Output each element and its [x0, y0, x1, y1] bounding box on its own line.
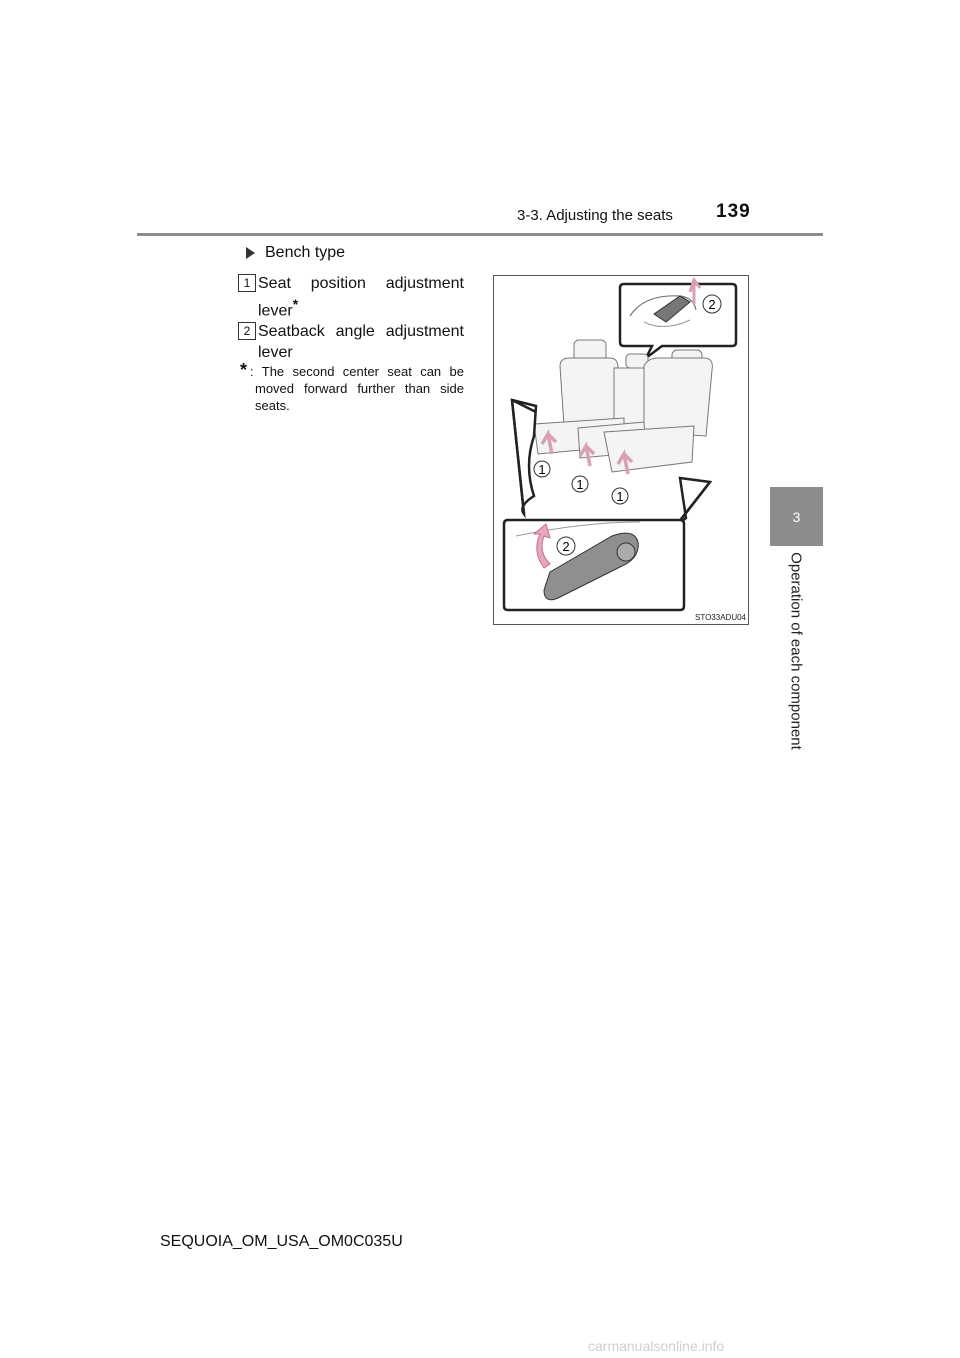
- callout-label: 1: [616, 489, 624, 504]
- asterisk-mark: *: [292, 296, 299, 312]
- item-number-badge: 2: [238, 322, 256, 340]
- item-seat-position-lever: [238, 273, 464, 320]
- bench-type-heading-text: Bench type: [265, 244, 346, 261]
- bench-seat-illustration: [493, 275, 749, 625]
- item-number-badge: 1: [238, 274, 256, 292]
- header-rule: [137, 233, 823, 236]
- bench-type-heading: [246, 244, 345, 262]
- chapter-tab-number: 3: [770, 487, 823, 546]
- detail-bubble-top: [620, 284, 736, 358]
- triangle-bullet-icon: [246, 247, 255, 259]
- watermark-text: carmanualsonline.info: [588, 1338, 725, 1354]
- footnote-line: The second center seat can be: [261, 364, 464, 379]
- bench-seat-drawing: [494, 276, 748, 624]
- callout-label: 1: [576, 477, 584, 492]
- footnote-line: seats.: [255, 398, 290, 413]
- item-text-line: lever: [258, 302, 293, 320]
- item-text-line: lever: [258, 344, 293, 361]
- footer-document-code: SEQUOIA_OM_USA_OM0C035U: [160, 1233, 403, 1250]
- asterisk-mark: *: [240, 360, 248, 380]
- figure-code: STO33ADU04: [695, 613, 746, 622]
- item-seatback-angle-lever: [238, 321, 464, 365]
- chapter-tab-label: [770, 546, 823, 756]
- callout-label: 2: [708, 297, 716, 312]
- item-text-line: Seatback angle adjustment: [258, 323, 464, 340]
- item-text-line: Seat position adjustment: [258, 275, 464, 292]
- callout-label: 1: [538, 462, 546, 477]
- header-section-title: 3-3. Adjusting the seats: [517, 207, 673, 224]
- footnote-line: moved forward further than side: [255, 381, 464, 396]
- callout-label: 2: [562, 539, 570, 554]
- page-number: 139: [716, 201, 751, 222]
- footnote-prefix: :: [250, 364, 254, 379]
- chapter-tab-label-text: Operation of each component: [787, 552, 805, 750]
